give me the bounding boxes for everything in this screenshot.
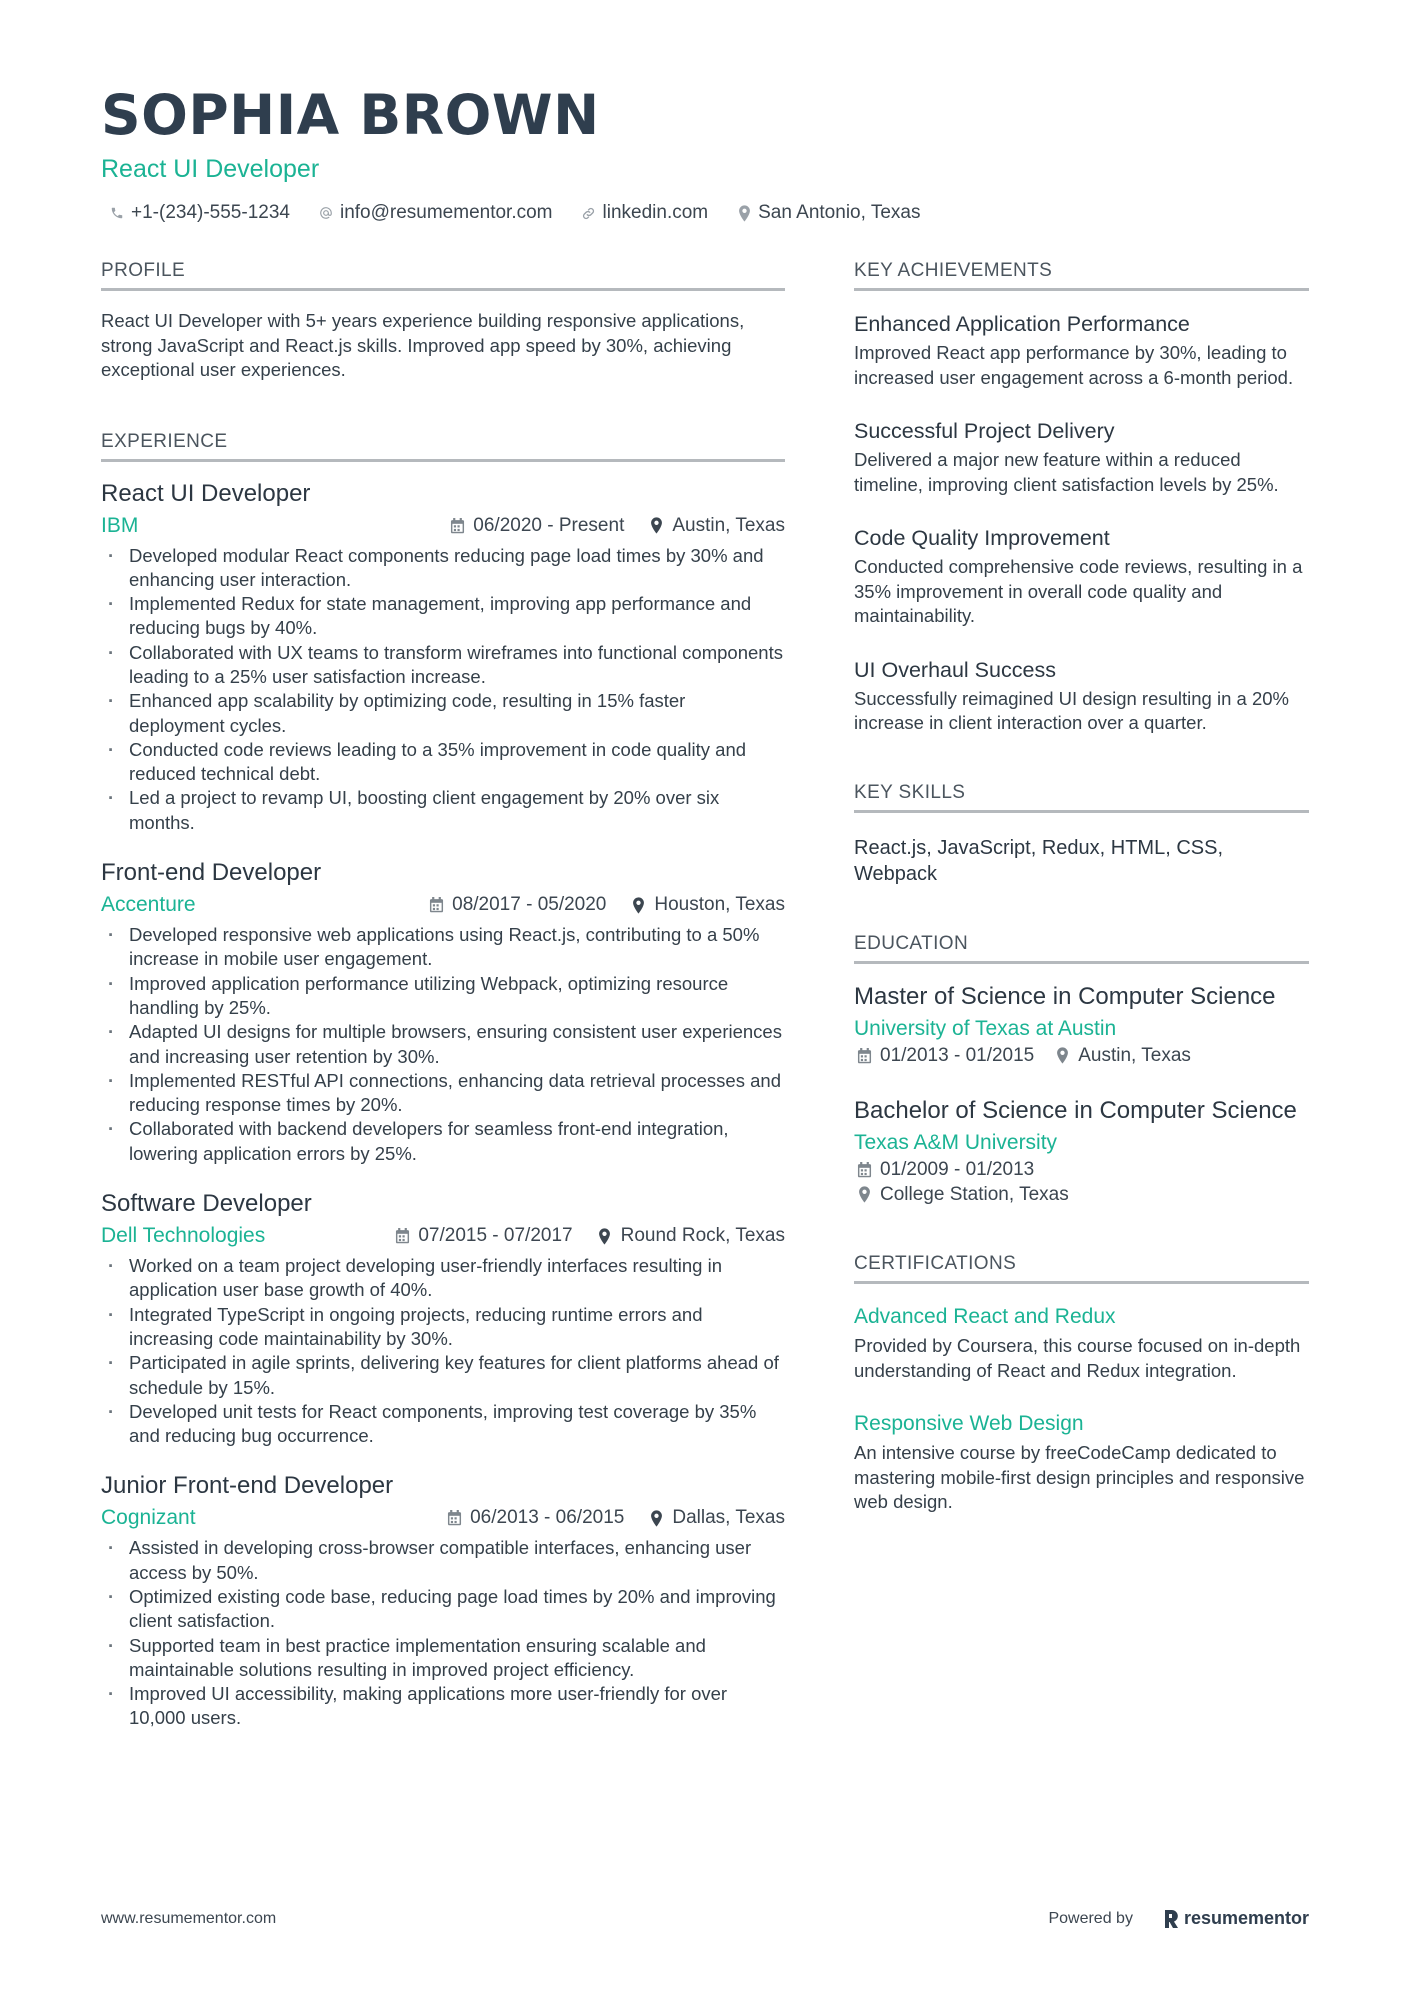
school-name: University of Texas at Austin xyxy=(854,1016,1117,1040)
education-meta xyxy=(854,1158,1309,1207)
candidate-role: React UI Developer xyxy=(101,155,320,183)
skills-heading: KEY SKILLS xyxy=(854,780,1309,813)
job-location-text: Round Rock, Texas xyxy=(620,1225,785,1247)
achievement-title: Enhanced Application Performance xyxy=(854,312,1190,336)
education-dates-text: 01/2009 - 01/2013 xyxy=(880,1159,1035,1180)
job-location-text: Houston, Texas xyxy=(654,894,785,916)
education-heading: EDUCATION xyxy=(854,931,1309,964)
location-pin-icon xyxy=(648,517,664,535)
contact-linkedin[interactable] xyxy=(581,202,709,224)
contact-bar xyxy=(101,202,1309,224)
at-icon xyxy=(318,204,334,222)
job-dates-text: 08/2017 - 05/2020 xyxy=(452,894,607,916)
achievement-title: Code Quality Improvement xyxy=(854,526,1110,550)
footer-brand xyxy=(1048,1908,1309,1929)
achievement-desc: Successfully reimagined UI design resulting in a 20% increase in client interaction over a quarter. xyxy=(854,687,1289,733)
location-pin-icon xyxy=(648,1509,664,1527)
location-pin-icon xyxy=(597,1227,613,1245)
job-bullet: · Developed modular React components reducing page load times by 30% and enhancing user interaction. xyxy=(101,544,785,593)
job-meta-right xyxy=(394,1225,785,1247)
job-entry xyxy=(101,1470,785,1730)
job-bullet: · Adapted UI designs for multiple browsers, ensuring consistent user experiences and increasing user retention by 30%. xyxy=(101,1020,785,1069)
job-bullet: · Integrated TypeScript in ongoing projects, reducing runtime errors and increasing code maintainability by 30%. xyxy=(101,1303,785,1352)
job-meta xyxy=(101,512,785,540)
education-meta xyxy=(854,1044,1309,1069)
job-bullet: · Supported team in best practice implementation ensuring scalable and maintainable solutions resulting in improved project efficiency. xyxy=(101,1634,785,1683)
job-bullet: · Optimized existing code base, reducing page load times by 20% and improving client satisfaction. xyxy=(101,1585,785,1634)
contact-location xyxy=(736,202,920,224)
certification-title: Advanced React and Redux xyxy=(854,1305,1116,1328)
certification-desc: An intensive course by freeCodeCamp dedicated to mastering mobile-first design principles and responsive web design. xyxy=(854,1442,1305,1512)
job-bullet: · Led a project to revamp UI, boosting client engagement by 20% over six months. xyxy=(101,786,785,835)
contact-phone[interactable] xyxy=(109,202,290,224)
resumementor-logo-icon xyxy=(1163,1910,1179,1928)
calendar-icon xyxy=(394,1227,410,1245)
job-dates xyxy=(428,894,606,916)
job-title: Software Developer xyxy=(101,1190,312,1218)
job-bullet: · Developed responsive web applications using React.js, contributing to a 50% increase in mobile user engagement. xyxy=(101,923,785,972)
job-bullet: · Conducted code reviews leading to a 35% improvement in code quality and reduced technical debt. xyxy=(101,738,785,787)
achievement-desc: Delivered a major new feature within a reduced timeline, improving client satisfaction levels by 25%. xyxy=(854,449,1279,495)
location-pin-icon xyxy=(1054,1047,1070,1065)
profile-text: React UI Developer with 5+ years experience building responsive applications, strong JavaScript and React.js skills. Improved app speed by 30%, achieving exceptional user experiences. xyxy=(101,310,745,380)
job-location-text: Dallas, Texas xyxy=(672,1507,785,1529)
job-location-text: Austin, Texas xyxy=(672,514,785,536)
page-footer xyxy=(101,1908,1309,1929)
certification-item xyxy=(854,1409,1309,1515)
location-pin-icon xyxy=(736,204,752,222)
education-location xyxy=(1054,1044,1191,1069)
footer-website[interactable]: www.resumementor.com xyxy=(101,1909,277,1927)
job-bullets xyxy=(101,1254,785,1448)
company-name: IBM xyxy=(101,513,139,537)
job-dates xyxy=(446,1507,624,1529)
certifications-heading: CERTIFICATIONS xyxy=(854,1251,1309,1284)
job-meta xyxy=(101,1504,785,1532)
education-location xyxy=(856,1183,1309,1208)
company-name: Cognizant xyxy=(101,1506,196,1530)
job-meta xyxy=(101,891,785,919)
achievement-item xyxy=(854,655,1309,736)
job-bullets xyxy=(101,544,785,836)
contact-phone-text: +1-(234)-555-1234 xyxy=(131,202,290,223)
left-column xyxy=(101,258,785,1753)
calendar-icon xyxy=(856,1161,872,1179)
job-bullet: · Implemented Redux for state management, improving app performance and reducing bugs by 40%. xyxy=(101,592,785,641)
education-section xyxy=(854,931,1309,1208)
job-entry xyxy=(101,1188,785,1448)
job-bullet: · Collaborated with UX teams to transform wireframes into functional components leading to a 25% user satisfaction increase. xyxy=(101,641,785,690)
job-bullet: · Assisted in developing cross-browser compatible interfaces, enhancing user access by 50%. xyxy=(101,1536,785,1585)
certification-desc: Provided by Coursera, this course focused on in-depth understanding of React and Redux integration. xyxy=(854,1335,1301,1381)
achievement-item xyxy=(854,309,1309,390)
job-bullet: · Improved application performance utilizing Webpack, optimizing resource handling by 25%. xyxy=(101,972,785,1021)
achievement-item xyxy=(854,416,1309,497)
job-bullets xyxy=(101,1536,785,1730)
job-meta-right xyxy=(449,515,785,537)
contact-email-text: info@resumementor.com xyxy=(339,202,553,223)
job-dates-text: 06/2013 - 06/2015 xyxy=(470,1507,625,1529)
achievement-title: Successful Project Delivery xyxy=(854,419,1115,443)
company-name: Dell Technologies xyxy=(101,1224,266,1248)
contact-email[interactable] xyxy=(318,202,553,224)
experience-section xyxy=(101,429,785,1731)
job-title: Junior Front-end Developer xyxy=(101,1472,394,1500)
job-location xyxy=(630,894,785,916)
candidate-name: SOPHIA BROWN xyxy=(101,83,600,147)
powered-by-label: Powered by xyxy=(1048,1909,1133,1927)
calendar-icon xyxy=(446,1509,462,1527)
education-location-text: Austin, Texas xyxy=(1078,1044,1191,1066)
two-column-body xyxy=(101,258,1309,1753)
job-location xyxy=(648,1507,785,1529)
education-dates-text: 01/2013 - 01/2015 xyxy=(880,1044,1035,1066)
calendar-icon xyxy=(449,517,465,535)
certification-title: Responsive Web Design xyxy=(854,1412,1084,1435)
achievement-desc: Conducted comprehensive code reviews, resulting in a 35% improvement in overall code quality and maintainability. xyxy=(854,556,1303,626)
calendar-icon xyxy=(856,1047,872,1065)
location-pin-icon xyxy=(630,896,646,914)
brand-name: resumementor xyxy=(1183,1908,1309,1928)
job-bullet: · Collaborated with backend developers for seamless front-end integration, lowering application errors by 25%. xyxy=(101,1117,785,1166)
experience-heading: EXPERIENCE xyxy=(101,429,785,462)
job-meta-right xyxy=(446,1507,785,1529)
achievements-heading: KEY ACHIEVEMENTS xyxy=(854,258,1309,291)
degree-title: Bachelor of Science in Computer Science xyxy=(854,1097,1297,1124)
education-item xyxy=(854,1096,1309,1207)
education-dates xyxy=(856,1044,1034,1069)
achievement-title: UI Overhaul Success xyxy=(854,657,1056,682)
job-bullet: · Improved UI accessibility, making applications more user-friendly for over 10,000 users. xyxy=(101,1682,785,1731)
contact-location-text: San Antonio, Texas xyxy=(758,202,921,223)
degree-title: Master of Science in Computer Science xyxy=(854,982,1276,1010)
job-dates-text: 06/2020 - Present xyxy=(473,514,625,536)
calendar-icon xyxy=(428,896,444,914)
job-bullet: · Enhanced app scalability by optimizing code, resulting in 15% faster deployment cycles. xyxy=(101,689,785,738)
job-dates-text: 07/2015 - 07/2017 xyxy=(418,1225,573,1247)
link-icon xyxy=(581,204,597,222)
job-entry xyxy=(101,857,785,1166)
phone-icon xyxy=(109,204,125,222)
school-name: Texas A&M University xyxy=(854,1131,1058,1154)
profile-heading: PROFILE xyxy=(101,258,785,291)
job-bullets xyxy=(101,923,785,1166)
job-title: Front-end Developer xyxy=(101,859,322,887)
education-item xyxy=(854,982,1309,1069)
achievement-item xyxy=(854,523,1309,629)
skills-list: React.js, JavaScript, Redux, HTML, CSS, Webpack xyxy=(854,836,1224,885)
education-location-text: College Station, Texas xyxy=(880,1183,1069,1205)
right-column xyxy=(854,258,1309,1753)
job-location xyxy=(597,1225,785,1247)
education-dates xyxy=(856,1158,1309,1183)
job-bullet: · Implemented RESTful API connections, enhancing data retrieval processes and reducing response times by 20%. xyxy=(101,1069,785,1118)
job-meta-right xyxy=(428,894,785,916)
job-entry xyxy=(101,478,785,836)
brand-logo[interactable] xyxy=(1163,1908,1309,1929)
achievements-section xyxy=(854,258,1309,736)
job-bullet: · Participated in agile sprints, delivering key features for client platforms ahead of schedule by 15%. xyxy=(101,1351,785,1400)
job-location xyxy=(648,515,785,537)
location-pin-icon xyxy=(856,1186,872,1204)
job-title: React UI Developer xyxy=(101,479,311,507)
certifications-section xyxy=(854,1251,1309,1515)
skills-section xyxy=(854,780,1309,887)
job-bullet: · Developed unit tests for React components, improving test coverage by 35% and reducing bug occurrence. xyxy=(101,1400,785,1449)
job-meta xyxy=(101,1222,785,1250)
job-dates xyxy=(449,515,624,537)
job-bullet: · Worked on a team project developing user-friendly interfaces resulting in application user base growth of 40%. xyxy=(101,1254,785,1303)
profile-section xyxy=(101,258,785,383)
contact-linkedin-text: linkedin.com xyxy=(602,202,709,223)
company-name: Accenture xyxy=(101,893,196,917)
certification-item xyxy=(854,1302,1309,1383)
achievement-desc: Improved React app performance by 30%, leading to increased user engagement across a 6-month period. xyxy=(854,342,1294,388)
job-dates xyxy=(394,1225,572,1247)
